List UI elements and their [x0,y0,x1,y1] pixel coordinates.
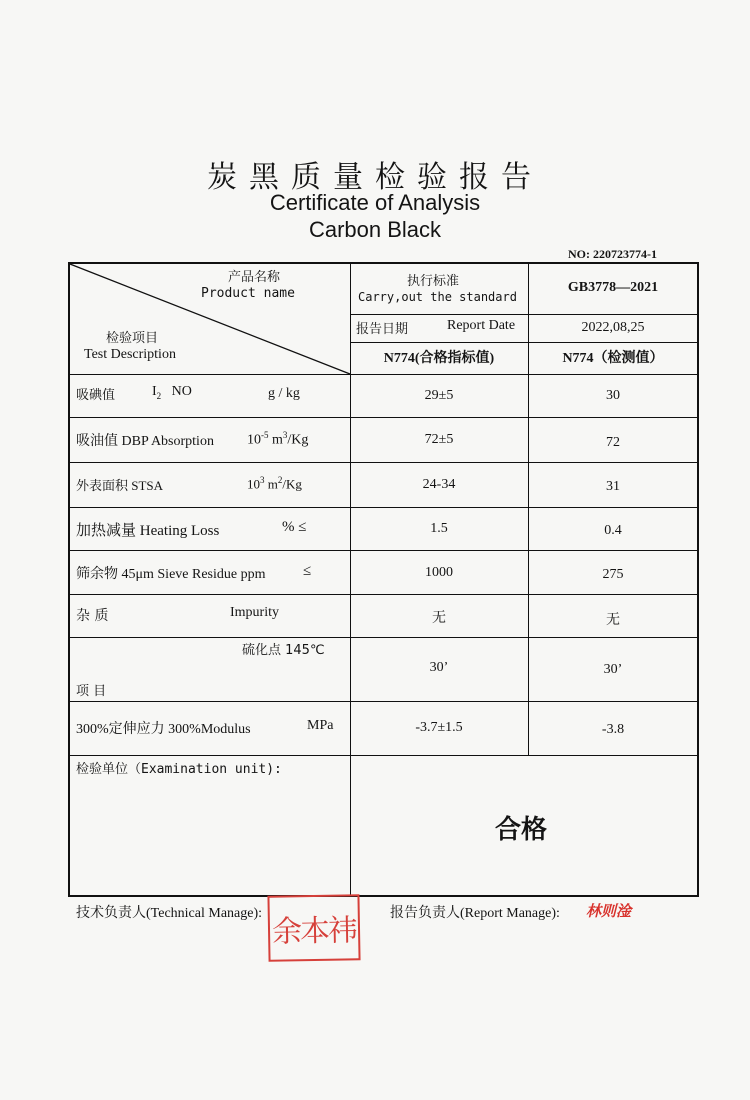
report-date-en: Report Date [447,318,516,333]
row-impurity-name-cn: 杂 质 [76,608,109,624]
report-manager-label: 报告负责人(Report Manage): [390,906,560,921]
row-modulus-spec: -3.7±1.5 [415,720,463,735]
row-cure-point-label: 硫化点 145℃ [242,643,325,658]
row-stsa-unit: $10^3$ $m^2/Kg$ [247,475,302,492]
report-number: NO: 220723774-1 [568,247,657,261]
technical-manager-stamp: 余本祎 [267,894,360,962]
row-impurity-spec: 无 [432,609,446,626]
standard-cn: 执行标准 [407,274,460,289]
row-impurity-result: 无 [606,611,620,628]
row-stsa-spec: 24-34 [422,476,456,492]
subtitle-product: Carbon Black [308,217,442,242]
report-date-cn: 报告日期 [356,322,409,337]
examination-unit-label: 检验单位（Examination unit): [76,762,282,777]
technical-manager-label: 技术负责人(Technical Manage): [76,906,263,921]
row-modulus-unit: MPa [307,718,334,733]
row-modulus-result: -3.8 [601,722,625,737]
row-iodine-name-en: $I_2$ NO [152,384,192,401]
row-sieve-residue-result: 275 [602,567,624,582]
conclusion-pass: 合格 [495,815,548,845]
row-stsa-result: 31 [606,478,620,494]
test-item-cn: 检验项目 [106,331,159,346]
row-sieve-residue-unit: ≤ [303,563,312,579]
report-date-value: 2022,08,25 [581,319,645,335]
title-english: Certificate of Analysis [269,190,481,215]
row-impurity-name-en: Impurity [230,605,279,620]
title-chinese: 炭黑质量检验报告 [207,160,543,195]
row-iodine-result: 30 [606,387,620,403]
product-name-cn: 产品名称 [228,270,281,285]
row-iodine-name-cn: 吸碘值 [76,388,116,403]
row-dbp-name: 吸油值 DBP Absorption [76,434,214,449]
row-dbp-unit: $10^{-5}$ $m^3/Kg$ [247,430,309,448]
row-stsa-name: 外表面积 STSA [76,478,164,493]
row-sieve-residue-spec: 1000 [425,565,453,580]
result-column-header: N774（检测值） [562,351,664,366]
standard-en: Carry,out the standard [358,290,517,304]
row-heating-loss-name: 加热减量 Heating Loss [76,523,220,539]
row-iodine-spec: 29±5 [424,387,454,403]
row-heating-loss-unit: % ≤ [282,519,307,535]
row-dbp-spec: 72±5 [424,431,454,447]
standard-value: GB3778—2021 [567,280,659,295]
row-modulus-name: 300%定伸应力 300%Modulus [76,722,251,737]
test-item-en: Test Description [84,347,176,362]
row-cure-spec: 30’ [429,660,449,675]
row-iodine-unit: g / kg [268,386,300,401]
row-dbp-result: 72 [606,434,620,450]
row-heating-loss-result: 0.4 [604,523,622,538]
spec-column-header: N774(合格指标值) [383,351,495,366]
product-name-en: Product name [201,286,295,301]
row-cure-item-label: 项 目 [76,684,107,699]
row-cure-result: 30’ [603,662,623,677]
row-sieve-residue-name: 筛余物 45μm Sieve Residue ppm [76,567,266,582]
report-manager-signature: 林则淦 [586,902,632,920]
row-heating-loss-spec: 1.5 [430,521,448,536]
